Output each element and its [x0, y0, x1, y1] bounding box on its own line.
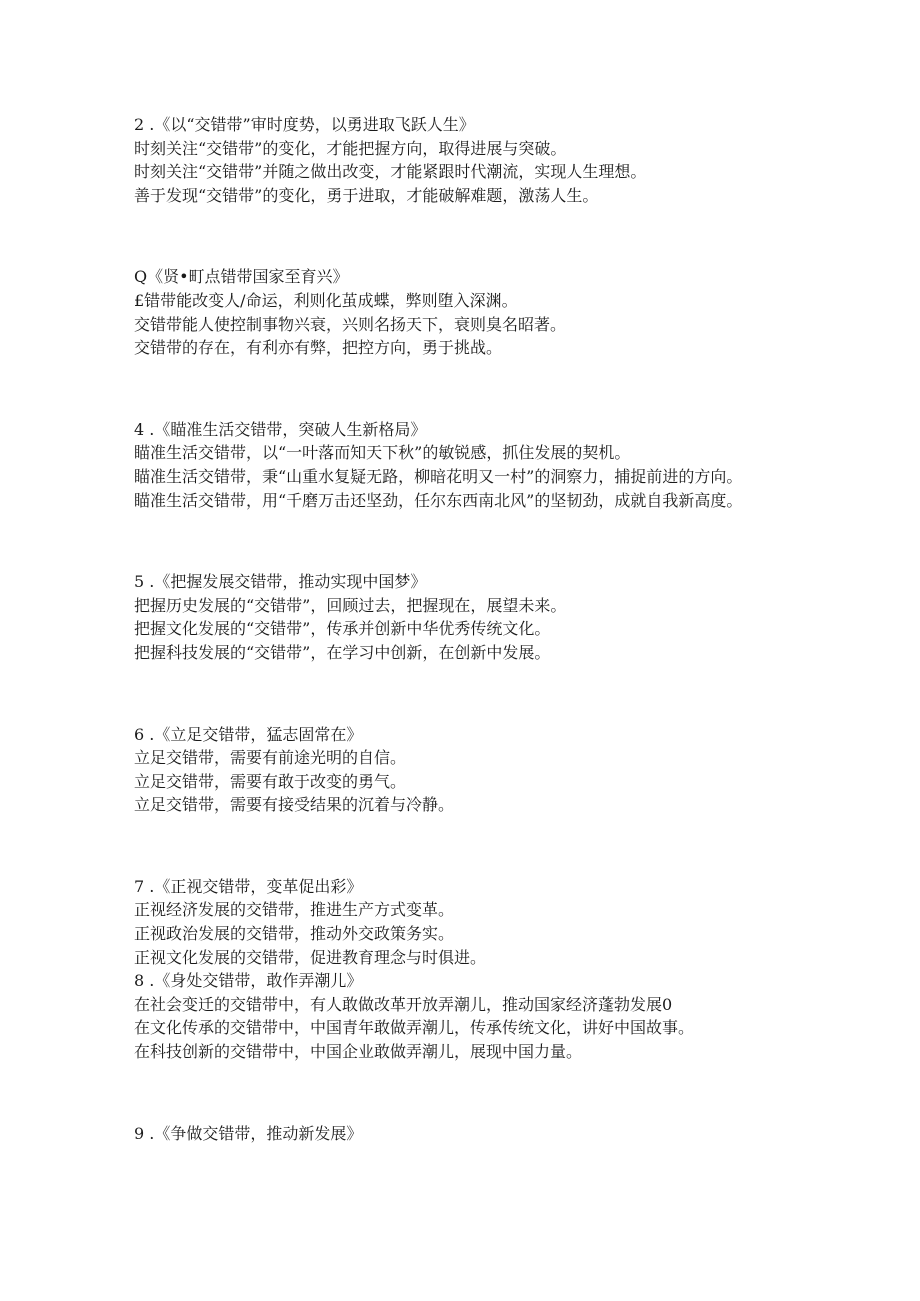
section-line: 时刻关注“交错带”的变化，才能把握方向，取得进展与突破。 [134, 138, 567, 158]
section-line: 在社会变迁的交错带中，有人敢做改革开放弄潮儿，推动国家经济蓬勃发展0 [134, 994, 673, 1014]
section-line: 立足交错带，需要有敢于改变的勇气。 [134, 771, 407, 791]
section-heading: 4 .《瞄准生活交错带，突破人生新格局》 [134, 419, 427, 439]
section-line: 把握文化发展的“交错带”，传承并创新中华优秀传统文化。 [134, 619, 551, 639]
section-gap [134, 512, 774, 570]
section-line: 正视政治发展的交错带，推动外交政策务实。 [134, 924, 455, 944]
section-line: 瞄准生活交错带，秉“山重水复疑无路，柳暗花明又一村”的洞察力，捕捉前进的方向。 [134, 466, 743, 486]
section-4 [134, 418, 774, 512]
section-gap [134, 1064, 774, 1122]
section-heading: 9 .《争做交错带，推动新发展》 [134, 1123, 363, 1143]
section-gap [134, 817, 774, 875]
section-gap [134, 665, 774, 723]
section-8 [134, 969, 774, 1063]
section-line: 瞄准生活交错带，以“一叶落而知天下秋”的敏锐感，抓住发展的契机。 [134, 443, 631, 463]
section-line: 立足交错带，需要有前途光明的自信。 [134, 748, 407, 768]
section-heading: 5 .《把握发展交错带，推动实现中国梦》 [134, 572, 427, 592]
section-heading: 8 .《身处交错带，敢作弄潮儿》 [134, 971, 363, 991]
section-line: 把握历史发展的“交错带”，回顾过去，把握现在，展望未来。 [134, 595, 567, 615]
section-5 [134, 570, 774, 664]
section-line: 瞄准生活交错带，用“千磨万击还坚劲，任尔东西南北风”的坚韧劲，成就自我新高度。 [134, 490, 743, 510]
section-line: 交错带能人使控制事物兴衰，兴则名扬天下，衰则臭名昭著。 [134, 314, 567, 334]
section-3 [134, 265, 774, 359]
section-heading: Q《贤•町点错带国家至育兴》 [134, 267, 349, 287]
section-gap [134, 207, 774, 265]
section-line: 在文化传承的交错带中，中国青年敢做弄潮儿，传承传统文化，讲好中国故事。 [134, 1018, 695, 1038]
section-gap [134, 360, 774, 418]
section-line: 正视文化发展的交错带，促进教育理念与时俱进。 [134, 947, 487, 967]
section-heading: 6 .《立足交错带，猛志固常在》 [134, 724, 363, 744]
section-line: 时刻关注“交错带”并随之做出改变，才能紧跟时代潮流，实现人生理想。 [134, 162, 647, 182]
section-line: 善于发现“交错带”的变化，勇于进取，才能破解难题，激荡人生。 [134, 185, 599, 205]
section-2 [134, 113, 774, 207]
section-line: 在科技创新的交错带中，中国企业敢做弄潮儿，展现中国力量。 [134, 1042, 583, 1062]
section-heading: 7 .《正视交错带，变革促出彩》 [134, 876, 363, 896]
section-7 [134, 875, 774, 969]
section-line: £错带能改变人/命运，利则化茧成蝶，弊则堕入深渊。 [134, 290, 518, 310]
section-6 [134, 723, 774, 817]
section-9 [134, 1122, 774, 1146]
section-line: 正视经济发展的交错带，推进生产方式变革。 [134, 900, 455, 920]
section-line: 立足交错带，需要有接受结果的沉着与冷静。 [134, 795, 455, 815]
section-line: 把握科技发展的“交错带”，在学习中创新，在创新中发展。 [134, 642, 551, 662]
section-heading: 2 .《以“交错带”审时度势，以勇进取飞跃人生》 [134, 115, 475, 134]
document-page [134, 113, 774, 1145]
section-line: 交错带的存在，有利亦有弊，把控方向，勇于挑战。 [134, 338, 503, 358]
